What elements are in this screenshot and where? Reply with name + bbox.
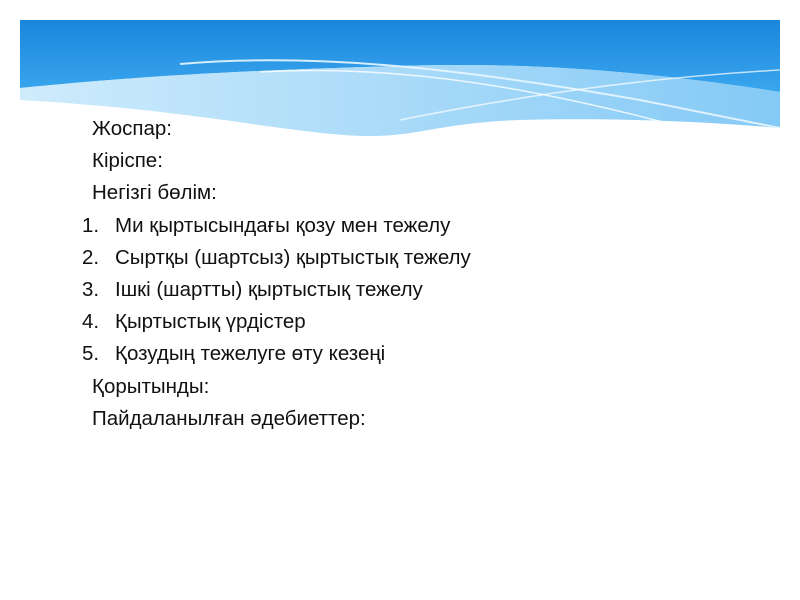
list-item-number: 1. xyxy=(82,213,100,237)
list-item xyxy=(82,338,772,370)
list-item-text: Қозудың тежелуге өту кезеңі xyxy=(115,342,386,366)
list-item-number: 4. xyxy=(82,310,100,334)
list-item-text: Ми қыртысындағы қозу мен тежелу xyxy=(115,213,451,237)
list-item xyxy=(82,242,772,274)
intro-heading: Кіріспе: xyxy=(92,149,163,173)
conclusion-heading: Қорытынды: xyxy=(92,374,210,398)
list-item-text: Ішкі (шартты) қыртыстық тежелу xyxy=(115,277,423,301)
list-item-number: 2. xyxy=(82,245,100,269)
list-item xyxy=(82,274,772,306)
list-item-text: Сыртқы (шартсыз) қыртыстық тежелу xyxy=(115,245,471,269)
references-heading: Пайдаланылған әдебиеттер: xyxy=(92,406,366,430)
plan-content xyxy=(82,113,772,435)
list-item-text: Қыртыстық үрдістер xyxy=(115,310,306,334)
main-section-heading: Негізгі бөлім: xyxy=(92,181,217,205)
list-item xyxy=(82,210,772,242)
plan-heading: Жоспар: xyxy=(92,117,172,140)
list-item-number: 3. xyxy=(82,277,100,301)
list-item-number: 5. xyxy=(82,342,100,366)
list-item xyxy=(82,306,772,338)
